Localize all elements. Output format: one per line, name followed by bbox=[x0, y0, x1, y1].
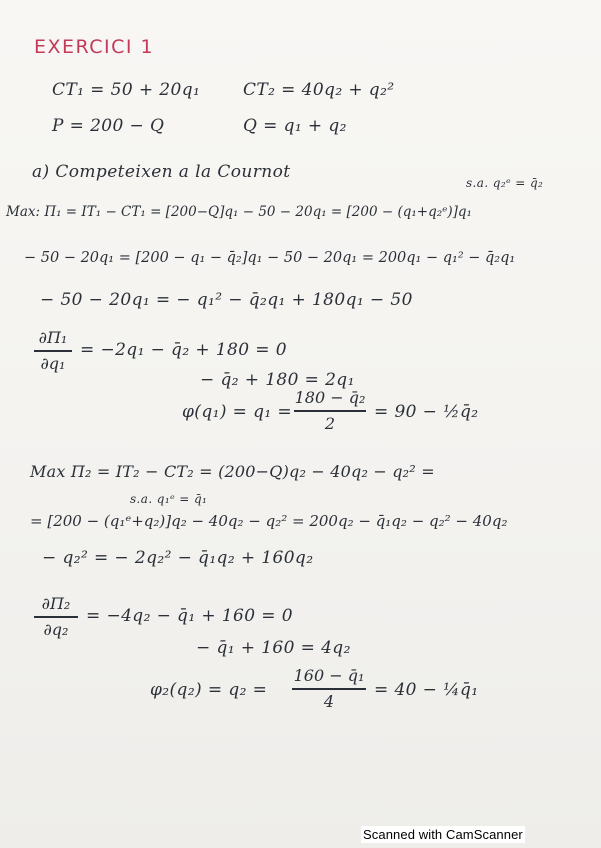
derivative-1: ∂Π₁ ∂q₁ bbox=[34, 328, 72, 374]
first-order-condition-1: = −2q₁ − q̄₂ + 180 = 0 bbox=[80, 340, 287, 360]
total-quantity: Q = q₁ + q₂ bbox=[243, 116, 347, 136]
scanner-watermark: Scanned with CamScanner bbox=[363, 827, 523, 842]
max-profit-1-simplified: − 50 − 20q₁ = − q₁² − q̄₂q₁ + 180q₁ − 50 bbox=[40, 290, 413, 310]
exercise-title: EXERCICI 1 bbox=[34, 36, 155, 58]
best-response-1-rhs: = 90 − ½q̄₂ bbox=[374, 402, 479, 422]
expectation-constraint-1: s.a. q₂ᵉ = q̄₂ bbox=[466, 176, 544, 190]
max-profit-2-simplified: − q₂² = − 2q₂² − q̄₁q₂ + 160q₂ bbox=[42, 548, 314, 568]
max-profit-1-expansion: − 50 − 20q₁ = [200 − q₁ − q̄₂]q₁ − 50 − 20q₁ = 200q₁ − q₁² − q̄₂q₁ bbox=[24, 250, 516, 266]
best-response-1-fraction: 180 − q̄₂ 2 bbox=[294, 388, 366, 433]
first-order-condition-2-rearranged: − q̄₁ + 160 = 4q₂ bbox=[196, 638, 351, 658]
first-order-condition-2: = −4q₂ − q̄₁ + 160 = 0 bbox=[86, 606, 293, 626]
cost-function-2: CT₂ = 40q₂ + q₂² bbox=[243, 80, 395, 100]
best-response-2-fraction: 160 − q̄₁ 4 bbox=[293, 666, 365, 711]
max-profit-2-expansion: = [200 − (q₁ᵉ+q₂)]q₂ − 40q₂ − q₂² = 200q₂ − q̄₁q₂ − q₂² − 40q₂ bbox=[30, 512, 508, 530]
first-order-condition-1-rearranged: − q̄₂ + 180 = 2q₁ bbox=[200, 370, 355, 390]
section-a-heading: a) Competeixen a la Cournot bbox=[32, 162, 291, 182]
best-response-2-rhs: = 40 − ¼q̄₁ bbox=[374, 680, 479, 700]
best-response-2-lhs: φ₂(q₂) = q₂ = bbox=[150, 680, 268, 700]
demand-function: P = 200 − Q bbox=[52, 116, 165, 136]
cost-function-1: CT₁ = 50 + 20q₁ bbox=[52, 80, 201, 100]
max-profit-1: Max: Π₁ = IT₁ − CT₁ = [200−Q]q₁ − 50 − 20q₁ = [200 − (q₁+q₂ᵉ)]q₁ bbox=[6, 204, 472, 220]
best-response-1-lhs: φ(q₁) = q₁ = bbox=[182, 402, 293, 422]
expectation-constraint-2: s.a. q₁ᵉ = q̄₁ bbox=[130, 492, 208, 506]
derivative-2: ∂Π₂ ∂q₂ bbox=[34, 594, 78, 640]
max-profit-2: Max Π₂ = IT₂ − CT₂ = (200−Q)q₂ − 40q₂ − q₂² = bbox=[30, 462, 435, 481]
